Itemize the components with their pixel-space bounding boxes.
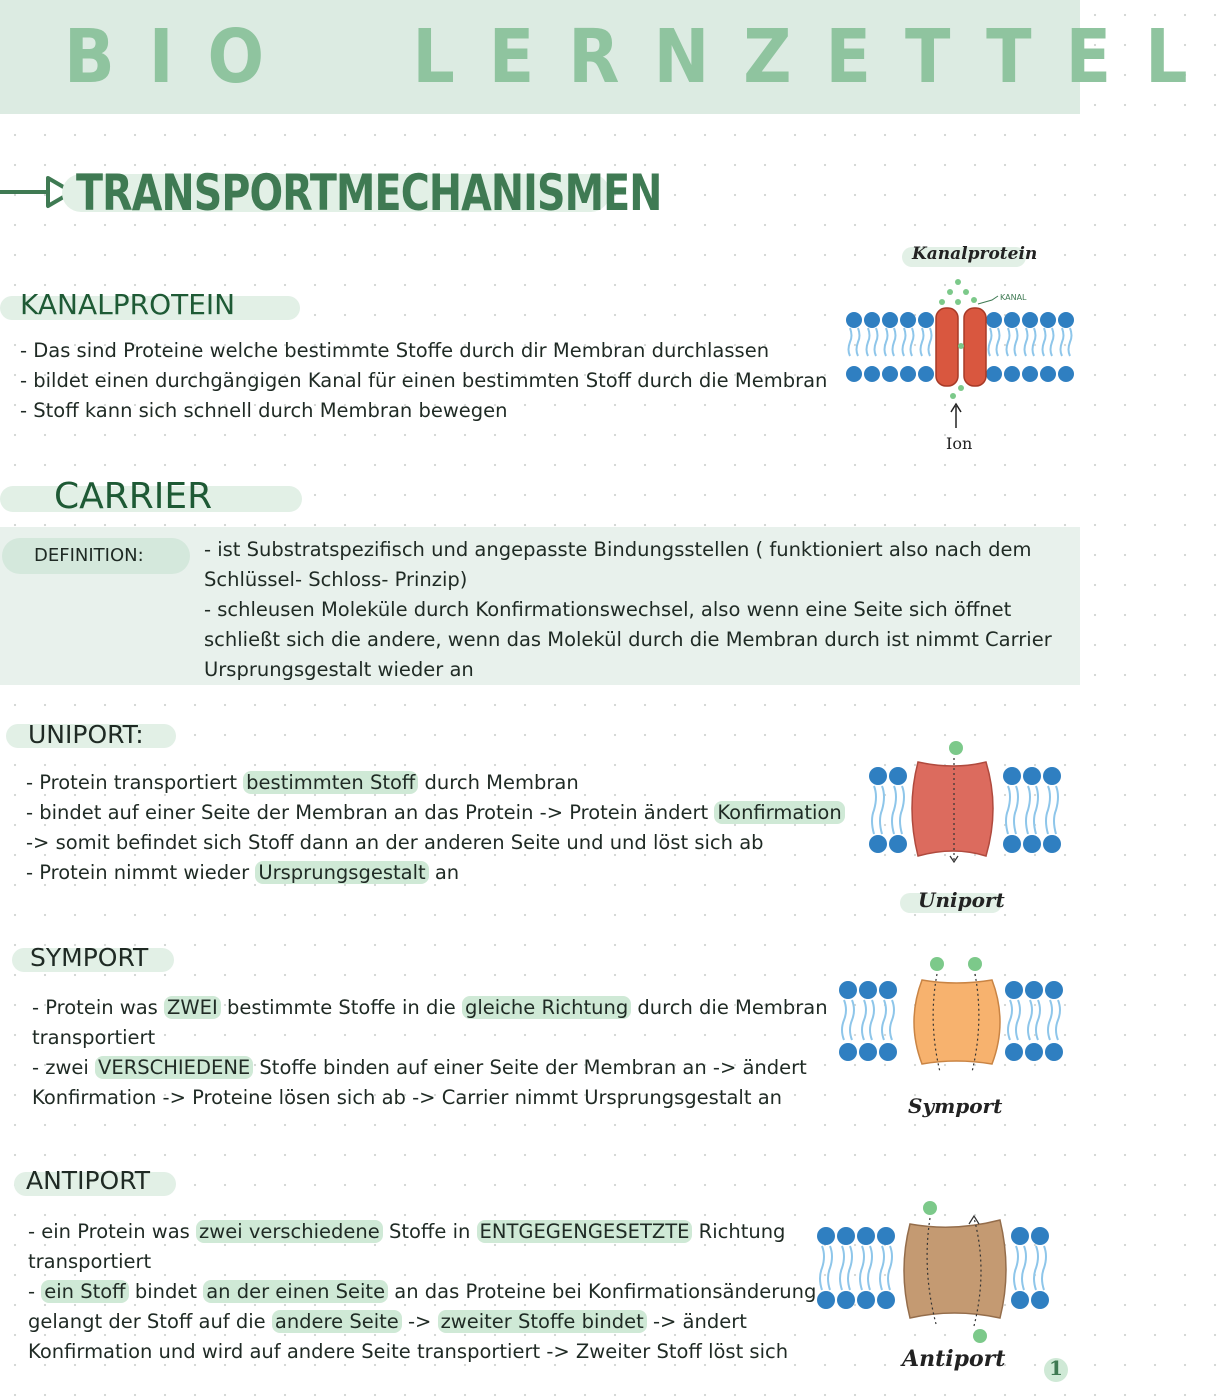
definition-label: DEFINITION: — [34, 545, 144, 566]
symport-l1-highlight-1: ZWEI — [164, 996, 221, 1019]
antiport-l4-highlight-2: zweiter Stoffe bindet — [438, 1310, 647, 1333]
antiport-l4a: gelangt der Stoff auf die — [28, 1310, 272, 1333]
symport-protein — [914, 980, 1000, 1064]
channel-right — [964, 308, 986, 386]
membrane-heads-bottom — [846, 366, 1074, 382]
uniport-caption: Uniport — [918, 888, 1005, 912]
uniport-line-1 — [26, 768, 579, 798]
antiport-caption: Antiport — [902, 1346, 1006, 1372]
symport-l3c: Stoffe binden auf einer Seite der Membran an -> ändert — [253, 1056, 807, 1079]
antiport-l1e: Richtung — [692, 1220, 786, 1243]
uniport-l4a: - Protein nimmt wieder — [26, 861, 256, 884]
section-heading — [0, 164, 662, 222]
antiport-molecule-2 — [973, 1329, 987, 1343]
carrier-line-4: schließt sich die andere, wenn das Molekül durch die Membran durch ist nimmt Carrier — [204, 628, 1052, 651]
uniport-line-2 — [26, 798, 845, 828]
symport-l1-highlight-2: gleiche Richtung — [462, 996, 631, 1019]
uniport-l4c: an — [428, 861, 460, 884]
ion-label: Ion — [946, 434, 973, 453]
antiport-l4-highlight-1: andere Seite — [272, 1310, 402, 1333]
antiport-l4e: -> ändert — [646, 1310, 747, 1333]
kanalprotein-diagram — [840, 278, 1080, 448]
antiport-l1c: Stoffe in — [382, 1220, 477, 1243]
carrier-line-3: - schleusen Moleküle durch Konfirmationswechsel, also wenn eine Seite sich öffnet — [204, 598, 1012, 621]
symport-l3a: - zwei — [32, 1056, 96, 1079]
carrier-line-1: - ist Substratspezifisch und angepasste Bindungsstellen ( funktioniert also nach dem — [204, 538, 1032, 561]
uniport-l2-highlight: Konfirmation — [714, 801, 844, 824]
page-number: 1 — [1049, 1356, 1063, 1380]
symport-line-2: transportiert — [32, 1026, 156, 1049]
symport-caption: Symport — [908, 1094, 1003, 1118]
uniport-diagram — [866, 740, 1076, 870]
antiport-l1a: - ein Protein was — [28, 1220, 197, 1243]
uniport-heading: UNIPORT: — [28, 720, 144, 749]
antiport-line-5: Konfirmation und wird auf andere Seite transportiert -> Zweiter Stoff löst sich — [28, 1340, 789, 1363]
uniport-protein — [912, 762, 993, 856]
symport-molecule-1 — [930, 957, 944, 971]
symport-molecule-2 — [968, 957, 982, 971]
symport-line-3 — [32, 1053, 807, 1083]
kanal-line-1: - Das sind Proteine welche bestimmte Stoffe durch dir Membran durchlassen — [20, 339, 770, 362]
antiport-l3a: - — [28, 1280, 42, 1303]
symport-l1c: bestimmte Stoffe in die — [220, 996, 462, 1019]
carrier-line-5: Ursprungsgestalt wieder an — [204, 658, 474, 681]
kanal-line-3: - Stoff kann sich schnell durch Membran bewegen — [20, 399, 508, 422]
antiport-l3e: an das Proteine bei Konfirmationsänderung — [388, 1280, 817, 1303]
antiport-heading: ANTIPORT — [26, 1166, 151, 1195]
carrier-line-2: Schlüssel- Schloss- Prinzip) — [204, 568, 468, 591]
page-title: BIO LERNZETTEL — [64, 14, 1222, 100]
antiport-diagram — [814, 1198, 1064, 1348]
antiport-line-2: transportiert — [28, 1250, 152, 1273]
uniport-line-4 — [26, 858, 459, 888]
symport-l1a: - Protein was — [32, 996, 165, 1019]
uniport-l1-highlight: bestimmten Stoff — [243, 771, 418, 794]
antiport-l3-highlight-2: an der einen Seite — [203, 1280, 388, 1303]
antiport-line-3 — [28, 1277, 816, 1307]
symport-line-4: Konfirmation -> Proteine lösen sich ab -> Carrier nimmt Ursprungsgestalt an — [32, 1086, 782, 1109]
section-title: TRANSPORTMECHANISMEN — [76, 164, 662, 222]
antiport-l3c: bindet — [128, 1280, 204, 1303]
antiport-protein — [904, 1220, 1006, 1318]
symport-heading: SYMPORT — [30, 943, 149, 972]
uniport-l2a: - bindet auf einer Seite der Membran an das Protein -> Protein ändert — [26, 801, 715, 824]
antiport-l1-highlight-2: ENTGEGENGESETZTE — [477, 1220, 693, 1243]
symport-l1e: durch die Membran — [631, 996, 828, 1019]
symport-diagram — [836, 956, 1076, 1086]
kanal-heading: KANALPROTEIN — [20, 288, 236, 321]
carrier-heading: CARRIER — [54, 476, 213, 517]
membrane-tails — [849, 328, 1072, 356]
antiport-l4c: -> — [401, 1310, 438, 1333]
symport-line-1 — [32, 993, 828, 1023]
antiport-molecule-1 — [923, 1201, 937, 1215]
kanal-label: KANAL — [1000, 293, 1027, 302]
uniport-l4-highlight: Ursprungsgestalt — [255, 861, 428, 884]
symport-l3-highlight: VERSCHIEDENE — [95, 1056, 253, 1079]
kanal-caption: Kanalprotein — [912, 244, 1038, 264]
uniport-line-3: -> somit befindet sich Stoff dann an der anderen Seite und und löst sich ab — [26, 831, 764, 854]
antiport-line-1 — [28, 1217, 785, 1247]
uniport-l1c: durch Membran — [418, 771, 579, 794]
antiport-line-4 — [28, 1307, 747, 1337]
channel-left — [936, 308, 958, 386]
antiport-l3-highlight-1: ein Stoff — [41, 1280, 128, 1303]
uniport-molecule — [949, 741, 963, 755]
antiport-l1-highlight-1: zwei verschiedene — [196, 1220, 383, 1243]
uniport-l1a: - Protein transportiert — [26, 771, 244, 794]
membrane-heads-top — [846, 312, 1074, 328]
kanal-line-2: - bildet einen durchgängigen Kanal für einen bestimmten Stoff durch die Membran — [20, 369, 828, 392]
